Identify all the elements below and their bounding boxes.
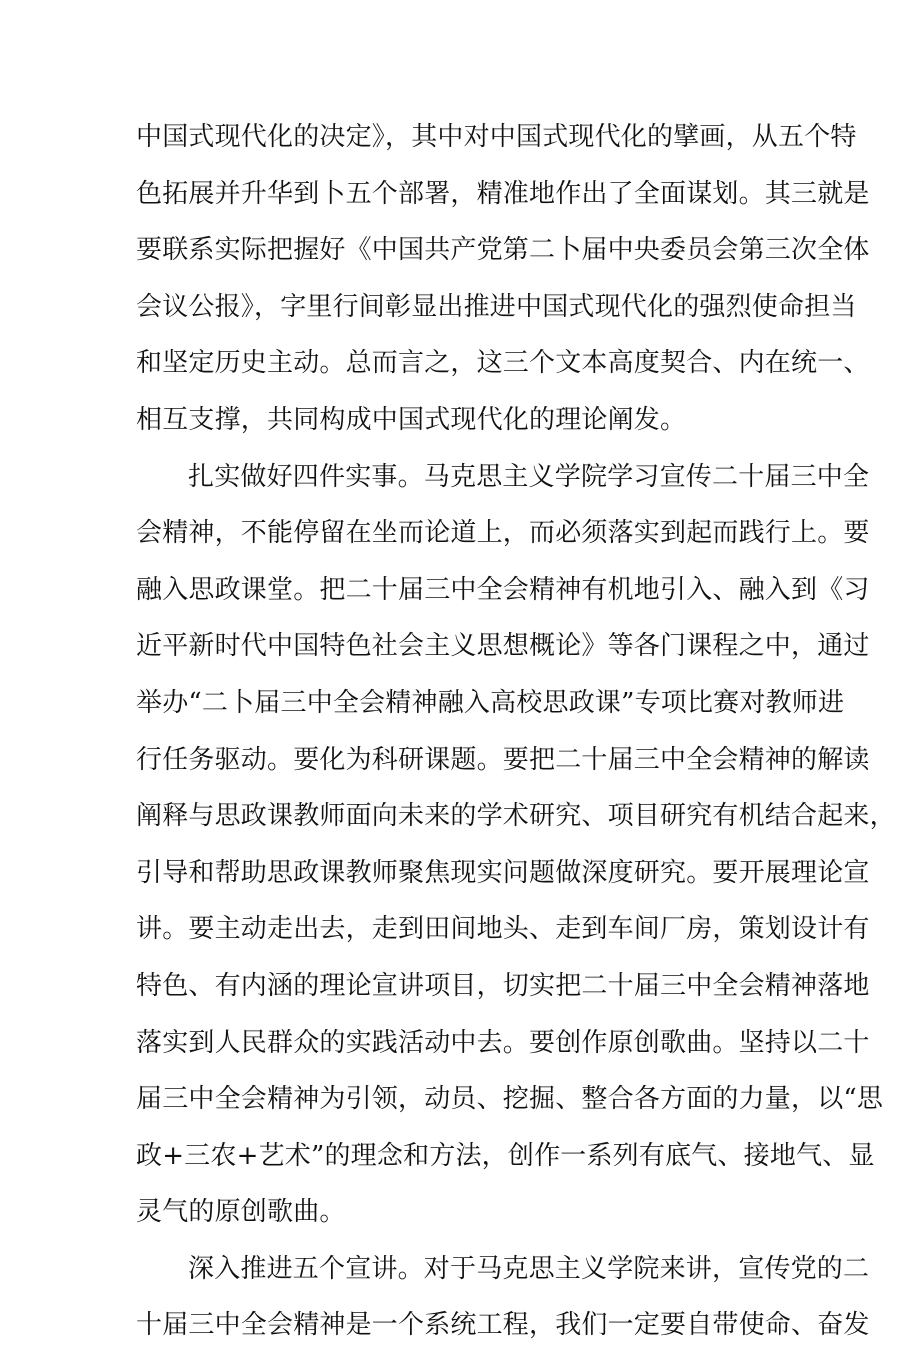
- paragraph-line: 阐释与思政课教师面向未来的学术研究、项目研究有机结合起来，: [136, 801, 896, 832]
- paragraph-line: 扎实做好四件实事。马克思主义学院学习宣传二十届三中全: [188, 461, 870, 492]
- paragraph-2: [136, 449, 896, 1241]
- paragraph-line: 灵气的原创歌曲。: [136, 1197, 346, 1228]
- paragraph-3: [136, 1241, 870, 1354]
- paragraph-line: 讲。要主动走出去，走到田间地头、走到车间厂房，策划设计有: [136, 914, 870, 945]
- paragraph-line: 和坚定历史主动。总而言之，这三个文本高度契合、内在统一、: [136, 348, 870, 379]
- paragraph-line: 落实到人民群众的实践活动中去。要创作原创歌曲。坚持以二十: [136, 1027, 870, 1058]
- paragraph-line: 政+三农+艺术”的理念和方法，创作一系列有底气、接地气、显: [136, 1140, 875, 1171]
- paragraph-line: 会精神，不能停留在坐而论道上，而必须落实到起而践行上。要: [136, 518, 870, 549]
- paragraph-line: 十届三中全会精神是一个系统工程，我们一定要自带使命、奋发: [136, 1310, 870, 1341]
- paragraph-line: 近平新时代中国特色社会主义思想概论》等各门课程之中，通过: [136, 631, 870, 662]
- paragraph-line: 中国式现代化的决定》，其中对中国式现代化的擘画，从五个特: [136, 122, 857, 152]
- paragraph-line: 举办“二卜届三中全会精神融入高校思政课”专项比赛对教师进: [136, 687, 845, 718]
- paragraph-line: 要联系实际把握好《中国共产党第二卜届中央委员会第三次全体: [136, 235, 870, 266]
- paragraph-line: 深入推进五个宣讲。对于马克思主义学院来讲，宣传党的二: [188, 1253, 870, 1284]
- paragraph-line: 特色、有内涵的理论宣讲项目，切实把二十届三中全会精神落地: [136, 970, 870, 1001]
- paragraph-line: 届三中全会精神为引领，动员、挖掘、整合各方面的力量，以“思: [136, 1084, 884, 1115]
- paragraph-line: 行任务驱动。要化为科研课题。要把二十届三中全会精神的解读: [136, 744, 870, 775]
- paragraph-line: 会议公报》，字里行间彰显出推进中国式现代化的强烈使命担当: [136, 291, 857, 322]
- paragraph-line: 融入思政课堂。把二十届三中全会精神有机地引入、融入到《习: [136, 574, 870, 605]
- paragraph-1: [136, 109, 870, 449]
- paragraph-line: 色拓展并升华到卜五个部署，精准地作出了全面谋划。其三就是: [136, 178, 870, 209]
- paragraph-line: 引导和帮助思政课教师聚焦现实问题做深度研究。要开展理论宣: [136, 857, 870, 888]
- body-text: [136, 109, 896, 1354]
- paragraph-line: 相互支撑，共同构成中国式现代化的理论阐发。: [136, 404, 687, 435]
